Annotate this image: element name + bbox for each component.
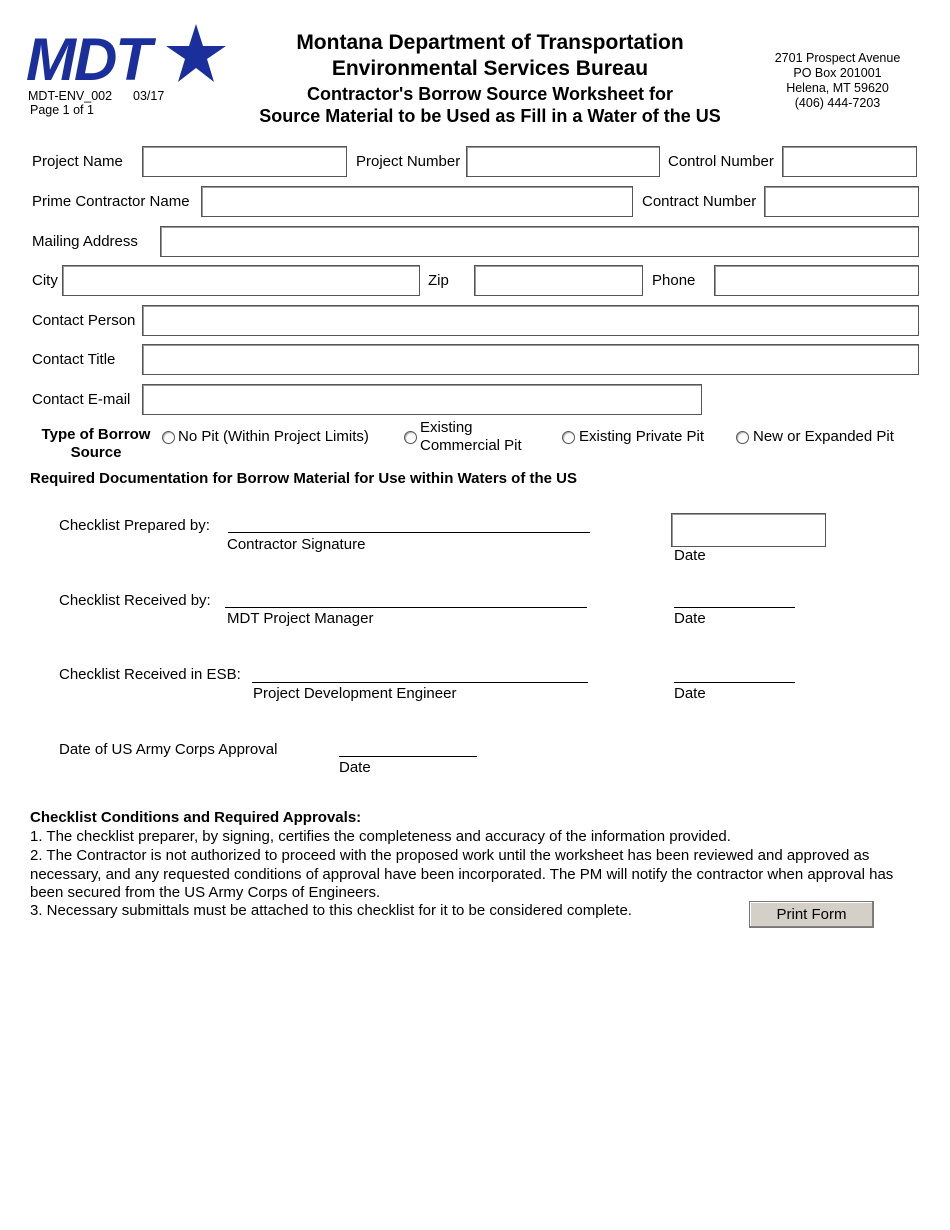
contract-number-label: Contract Number xyxy=(642,193,757,210)
received-in-esb-label: Checklist Received in ESB: xyxy=(59,666,241,683)
required-documentation-heading: Required Documentation for Borrow Material for Use within Waters of the US xyxy=(30,470,577,487)
borrow-type-label-line2: Source xyxy=(70,444,122,461)
form-date: 03/17 xyxy=(133,89,165,103)
control-number-label: Control Number xyxy=(668,153,774,170)
mailing-address-input[interactable] xyxy=(160,226,919,257)
contractor-signature-caption: Contractor Signature xyxy=(227,536,366,553)
address-city: Helena, MT 59620 xyxy=(786,81,889,95)
mdt-project-manager-line[interactable] xyxy=(225,607,587,608)
received-date-caption: Date xyxy=(674,610,706,627)
city-input[interactable] xyxy=(62,265,420,296)
contact-person-input[interactable] xyxy=(142,305,919,336)
page-number: Page 1 of 1 xyxy=(30,103,94,117)
received-by-label: Checklist Received by: xyxy=(59,592,211,609)
conditions-heading: Checklist Conditions and Required Approvals: xyxy=(30,809,362,826)
city-label: City xyxy=(32,272,58,289)
zip-input[interactable] xyxy=(474,265,643,296)
logo-text: MDT xyxy=(26,26,150,86)
address-street: 2701 Prospect Avenue xyxy=(774,51,901,65)
army-corps-approval-label: Date of US Army Corps Approval xyxy=(59,741,278,758)
zip-label: Zip xyxy=(428,272,449,289)
contact-person-label: Contact Person xyxy=(32,312,136,329)
project-name-input[interactable] xyxy=(142,146,347,177)
mdt-logo xyxy=(26,24,226,86)
radio-no-pit[interactable] xyxy=(162,431,175,444)
esb-date-line[interactable] xyxy=(674,682,795,683)
address-po-box: PO Box 201001 xyxy=(793,66,882,80)
condition-item-3: 3. Necessary submittals must be attached to this checklist for it to be considered complete. xyxy=(30,902,632,919)
radio-existing-private-pit[interactable] xyxy=(562,431,575,444)
phone-input[interactable] xyxy=(714,265,919,296)
contact-email-label: Contact E-mail xyxy=(32,391,131,408)
esb-date-caption: Date xyxy=(674,685,706,702)
prepared-date-caption: Date xyxy=(674,547,706,564)
mailing-address-label: Mailing Address xyxy=(32,233,138,250)
radio-existing-private-pit-label: Existing Private Pit xyxy=(579,428,705,445)
mdt-logo-star-icon xyxy=(26,24,226,86)
page-title: Montana Department of Transportation xyxy=(296,31,684,54)
condition-item-2: 2. The Contractor is not authorized to proceed with the proposed work until the worksheet has been reviewed and approved as necessary, and any requested conditions of approval have been incorporated. The PM will notify the contractor when approval has been secured from the US Army Corps of Engineers. xyxy=(30,847,894,901)
form-id: MDT-ENV_002 xyxy=(28,89,113,103)
project-name-label: Project Name xyxy=(32,153,123,170)
phone-label: Phone xyxy=(652,272,696,289)
radio-existing-commercial-pit-label-line2: Commercial Pit xyxy=(420,437,522,454)
prepared-date-input[interactable] xyxy=(671,513,826,547)
received-date-line[interactable] xyxy=(674,607,795,608)
army-corps-date-caption: Date xyxy=(339,759,371,776)
control-number-input[interactable] xyxy=(782,146,917,177)
prepared-by-label: Checklist Prepared by: xyxy=(59,517,210,534)
radio-existing-commercial-pit[interactable] xyxy=(404,431,417,444)
borrow-type-label-line1: Type of Borrow xyxy=(41,426,151,443)
contact-title-input[interactable] xyxy=(142,344,919,375)
project-number-label: Project Number xyxy=(356,153,461,170)
prime-contractor-name-input[interactable] xyxy=(201,186,633,217)
bureau-title: Environmental Services Bureau xyxy=(331,57,649,80)
project-number-input[interactable] xyxy=(466,146,660,177)
worksheet-subtitle: Source Material to be Used as Fill in a Water of the US xyxy=(259,106,721,126)
address-phone: (406) 444-7203 xyxy=(794,96,881,110)
contractor-signature-line[interactable] xyxy=(228,532,590,533)
contract-number-input[interactable] xyxy=(764,186,919,217)
worksheet-title: Contractor's Borrow Source Worksheet for xyxy=(306,84,673,104)
condition-item-1: 1. The checklist preparer, by signing, certifies the completeness and accuracy of the information provided. xyxy=(30,828,731,845)
radio-existing-commercial-pit-label-line1: Existing xyxy=(420,419,473,436)
borrow-type-label xyxy=(30,426,162,462)
radio-new-or-expanded-pit-label: New or Expanded Pit xyxy=(753,428,894,445)
radio-new-or-expanded-pit[interactable] xyxy=(736,431,749,444)
project-development-engineer-line[interactable] xyxy=(252,682,588,683)
contact-title-label: Contact Title xyxy=(32,351,116,368)
prime-contractor-name-label: Prime Contractor Name xyxy=(32,193,190,210)
radio-no-pit-label: No Pit (Within Project Limits) xyxy=(178,428,369,445)
contact-email-input[interactable] xyxy=(142,384,702,415)
project-development-engineer-caption: Project Development Engineer xyxy=(253,685,457,702)
print-form-button[interactable]: Print Form xyxy=(749,901,874,928)
army-corps-date-line[interactable] xyxy=(339,756,477,757)
mdt-project-manager-caption: MDT Project Manager xyxy=(227,610,374,627)
